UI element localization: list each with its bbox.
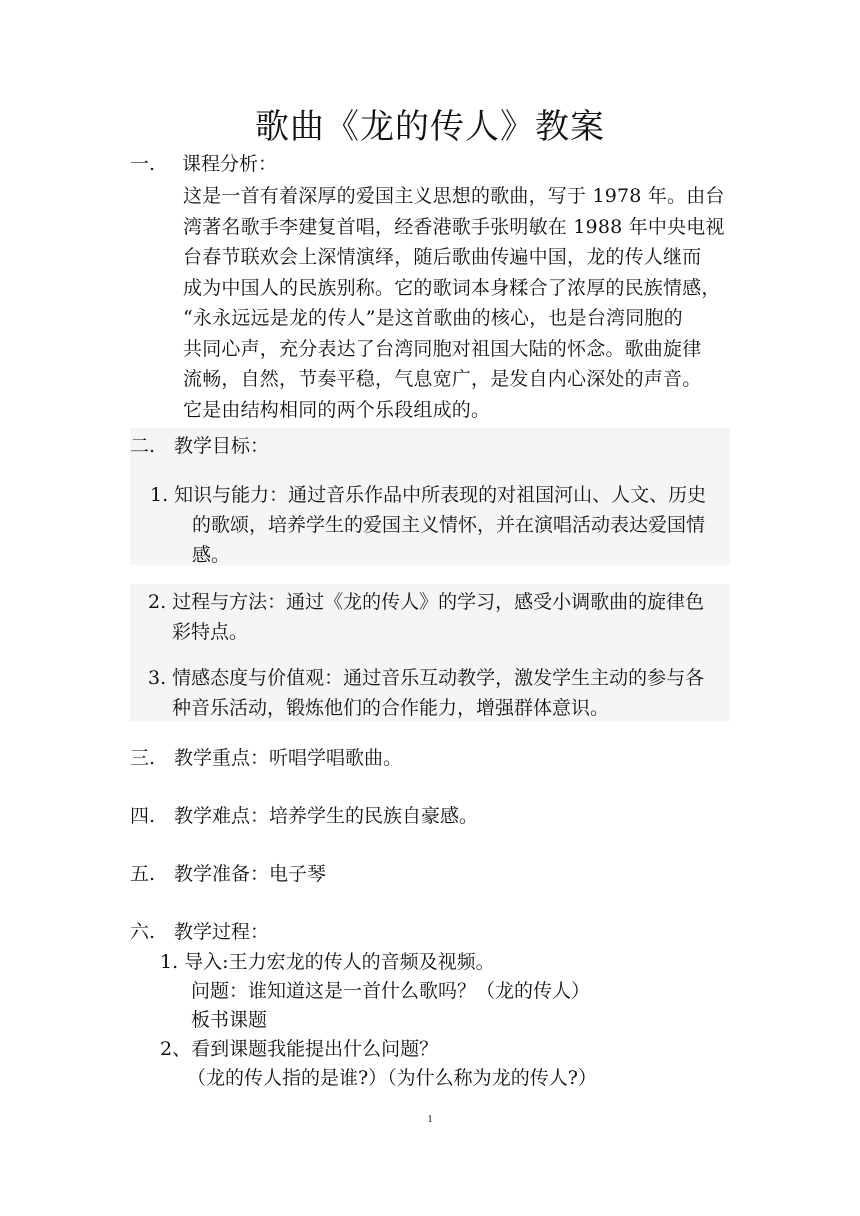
section-heading-analysis (130, 150, 277, 178)
goal-item-1 (150, 480, 706, 570)
paragraph-line: 流畅，自然，节奏平稳，气息宽广，是发自内心深处的声音。 (183, 368, 702, 390)
paragraph-line: 共同心声，充分表达了台湾同胞对祖国大陆的怀念。歌曲旋律 (183, 337, 702, 360)
section-label: 教学准备：电子琴 (174, 863, 327, 885)
section-label: 教学难点：培养学生的民族自豪感。 (174, 805, 479, 827)
process-board: 板书课题 (191, 1009, 268, 1031)
paragraph-line: 成为中国人的民族别称。它的歌词本身糅合了浓厚的民族情感， (183, 276, 721, 299)
goal-line: 种音乐活动，锻炼他们的合作能力，增强群体意识。 (172, 697, 610, 719)
section-number: 三. (130, 747, 156, 769)
paragraph-line: 台春节联欢会上深情演绎，随后歌曲传遍中国，龙的传人继而 (183, 246, 702, 268)
paragraph-line: 它是由结构相同的两个乐段组成的。 (183, 398, 491, 421)
goal-item-2 (148, 587, 704, 647)
section-heading-preparation (130, 860, 326, 888)
goal-line: 的歌颂，培养学生的爱国主义情怀，并在演唱活动表达爱国情 (192, 514, 706, 536)
section-number: 一. (130, 153, 156, 175)
goal-line: 感。 (192, 544, 231, 566)
goal-line: 1. 知识与能力：通过音乐作品中所表现的对祖国河山、人文、历史 (150, 484, 707, 506)
paragraph-line: “永永远远是龙的传人”是这首歌曲的核心，也是台湾同胞的 (183, 307, 683, 329)
section-number: 五. (130, 863, 156, 885)
paragraph-line: 湾著名歌手李建复首唱，经香港歌手张明敏在 1988 年中央电视 (183, 215, 725, 238)
analysis-paragraph (183, 181, 743, 425)
section-heading-goals (130, 432, 269, 460)
section-label: 教学目标： (174, 435, 270, 457)
section-label: 教学过程： (174, 921, 270, 943)
process-answer: （龙的传人指的是谁?）（为什么称为龙的传人?） (187, 1067, 597, 1089)
section-heading-difficulties (130, 802, 478, 830)
section-number: 四. (130, 805, 156, 827)
process-step-1: 1. 导入:王力宏龙的传人的音频及视频。 (160, 951, 495, 973)
process-question: 问题：谁知道这是一首什么歌吗？（龙的传人） (191, 980, 591, 1002)
section-heading-process (130, 918, 269, 946)
page-number: 1 (427, 1113, 433, 1125)
goal-item-3 (148, 663, 704, 723)
paragraph-line: 这是一首有着深厚的爱国主义思想的歌曲，写于 1978 年。由台 (183, 185, 725, 207)
section-label: 教学重点：听唱学唱歌曲。 (174, 747, 403, 769)
document-title: 歌曲《龙的传人》教案 (255, 107, 605, 147)
goal-line: 彩特点。 (172, 621, 249, 643)
section-heading-key-points (130, 744, 402, 772)
process-step-2: 2、看到课题我能提出什么问题？ (160, 1038, 439, 1060)
section-label: 课程分析： (182, 153, 278, 175)
goal-line: 2. 过程与方法：通过《龙的传人》的学习，感受小调歌曲的旋律色 (148, 591, 705, 613)
section-number: 六. (130, 921, 156, 943)
section-number: 二. (130, 435, 156, 457)
goal-line: 3. 情感态度与价值观：通过音乐互动教学，激发学生主动的参与各 (148, 667, 705, 689)
